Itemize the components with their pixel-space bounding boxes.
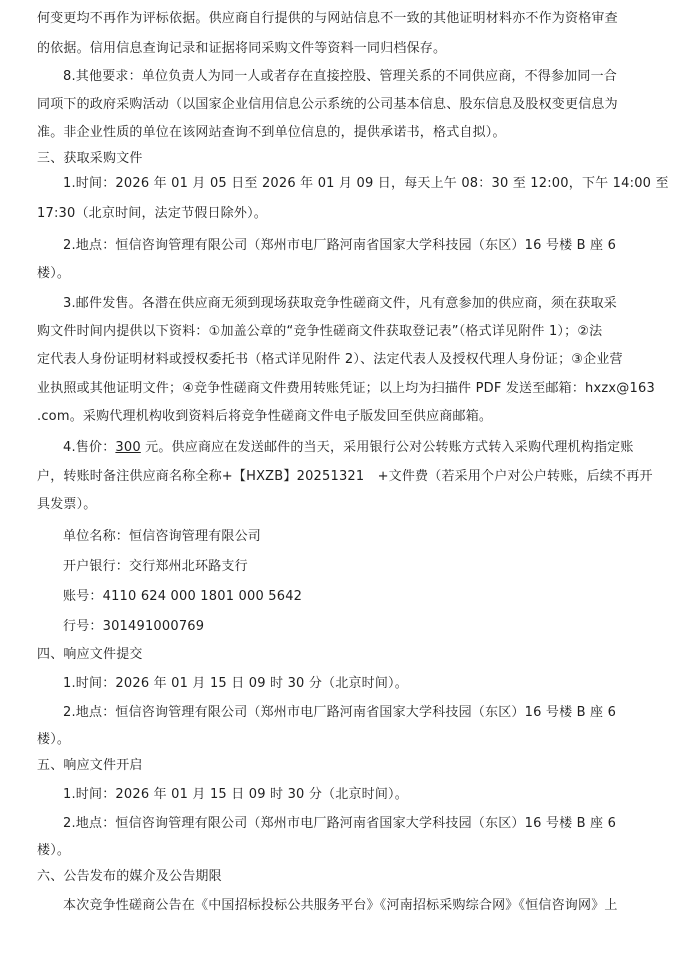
paragraph-line: 业执照或其他证明文件；④竞争性磋商文件费用转账凭证；以上均为扫描件 PDF 发送至邮箱：hxzx@163 [37,381,655,396]
paragraph-line: 何变更均不再作为评标依据。供应商自行提供的与网站信息不一致的其他证明材料亦不作为资格审查 [37,11,618,26]
account-number: 账号：4110 624 000 1801 000 5642 [63,589,303,604]
paragraph-line: 8.其他要求：单位负责人为同一人或者存在直接控股、管理关系的不同供应商，不得参加同一合 [63,69,618,84]
paragraph-line: .com。采购代理机构收到资料后将竞争性磋商文件电子版发回至供应商邮箱。 [37,409,493,424]
paragraph-line: 2.地点：恒信咨询管理有限公司（郑州市电厂路河南省国家大学科技园（东区）16 号楼 B 座 6 [63,816,617,831]
paragraph-line: 楼）。 [37,732,71,747]
price-text: 元。供应商应在发送邮件的当天，采用银行公对公转账方式转入采购代理机构指定账 [140,440,634,455]
paragraph-line: 2.地点：恒信咨询管理有限公司（郑州市电厂路河南省国家大学科技园（东区）16 号楼 B 座 6 [63,238,617,253]
section-heading: 三、获取采购文件 [37,151,143,166]
paragraph-line: 定代表人身份证明材料或授权委托书（格式详见附件 2）、法定代表人及授权代理人身份证；③企业营 [37,352,623,367]
paragraph-line: 2.地点：恒信咨询管理有限公司（郑州市电厂路河南省国家大学科技园（东区）16 号楼 B 座 6 [63,705,617,720]
section-heading: 四、响应文件提交 [37,647,143,662]
paragraph-line: 1.时间：2026 年 01 月 15 日 09 时 30 分（北京时间）。 [63,676,408,691]
paragraph-line: 同项下的政府采购活动（以国家企业信用信息公示系统的公司基本信息、股东信息及股权变更信息为 [37,97,618,112]
paragraph-line: 具发票）。 [37,497,97,512]
paragraph-line: 楼）。 [37,843,71,858]
account-bank: 开户银行：交行郑州北环路支行 [63,559,248,574]
account-name: 单位名称：恒信咨询管理有限公司 [63,529,262,544]
paragraph-line: 准。非企业性质的单位在该网站查询不到单位信息的，提供承诺书，格式自拟）。 [37,125,506,140]
paragraph-line: 楼）。 [37,266,71,281]
paragraph-line: 的依据。信用信息查询记录和证据将同采购文件等资料一同归档保存。 [37,41,447,56]
paragraph-line: 3.邮件发售。各潜在供应商无须到现场获取竞争性磋商文件，凡有意参加的供应商，须在获取采 [63,296,618,311]
paragraph-line: 本次竞争性磋商公告在《中国招标投标公共服务平台》《河南招标采购综合网》《恒信咨询网》上 [63,898,618,913]
paragraph-line: 户，转账时备注供应商名称全称+【HXZB】20251321 +文件费（若采用个户对公户转账，后续不再开 [37,469,653,484]
section-heading: 五、响应文件开启 [37,758,143,773]
section-heading: 六、公告发布的媒介及公告期限 [37,869,222,884]
paragraph-line: 1.时间：2026 年 01 月 15 日 09 时 30 分（北京时间）。 [63,787,408,802]
paragraph-line: 1.时间：2026 年 01 月 05 日至 2026 年 01 月 09 日，每天上午 08：30 至 12:00，下午 14:00 至 [63,176,669,191]
paragraph-line: 17:30（北京时间，法定节假日除外）。 [37,206,267,221]
price-value: 300 [115,440,141,455]
price-line [63,439,634,457]
bank-code: 行号：301491000769 [63,619,205,634]
paragraph-line: 购文件时间内提供以下资料：①加盖公章的“竞争性磋商文件获取登记表”（格式详见附件 1）；②法 [37,324,603,339]
price-label: 4.售价： [63,440,116,455]
